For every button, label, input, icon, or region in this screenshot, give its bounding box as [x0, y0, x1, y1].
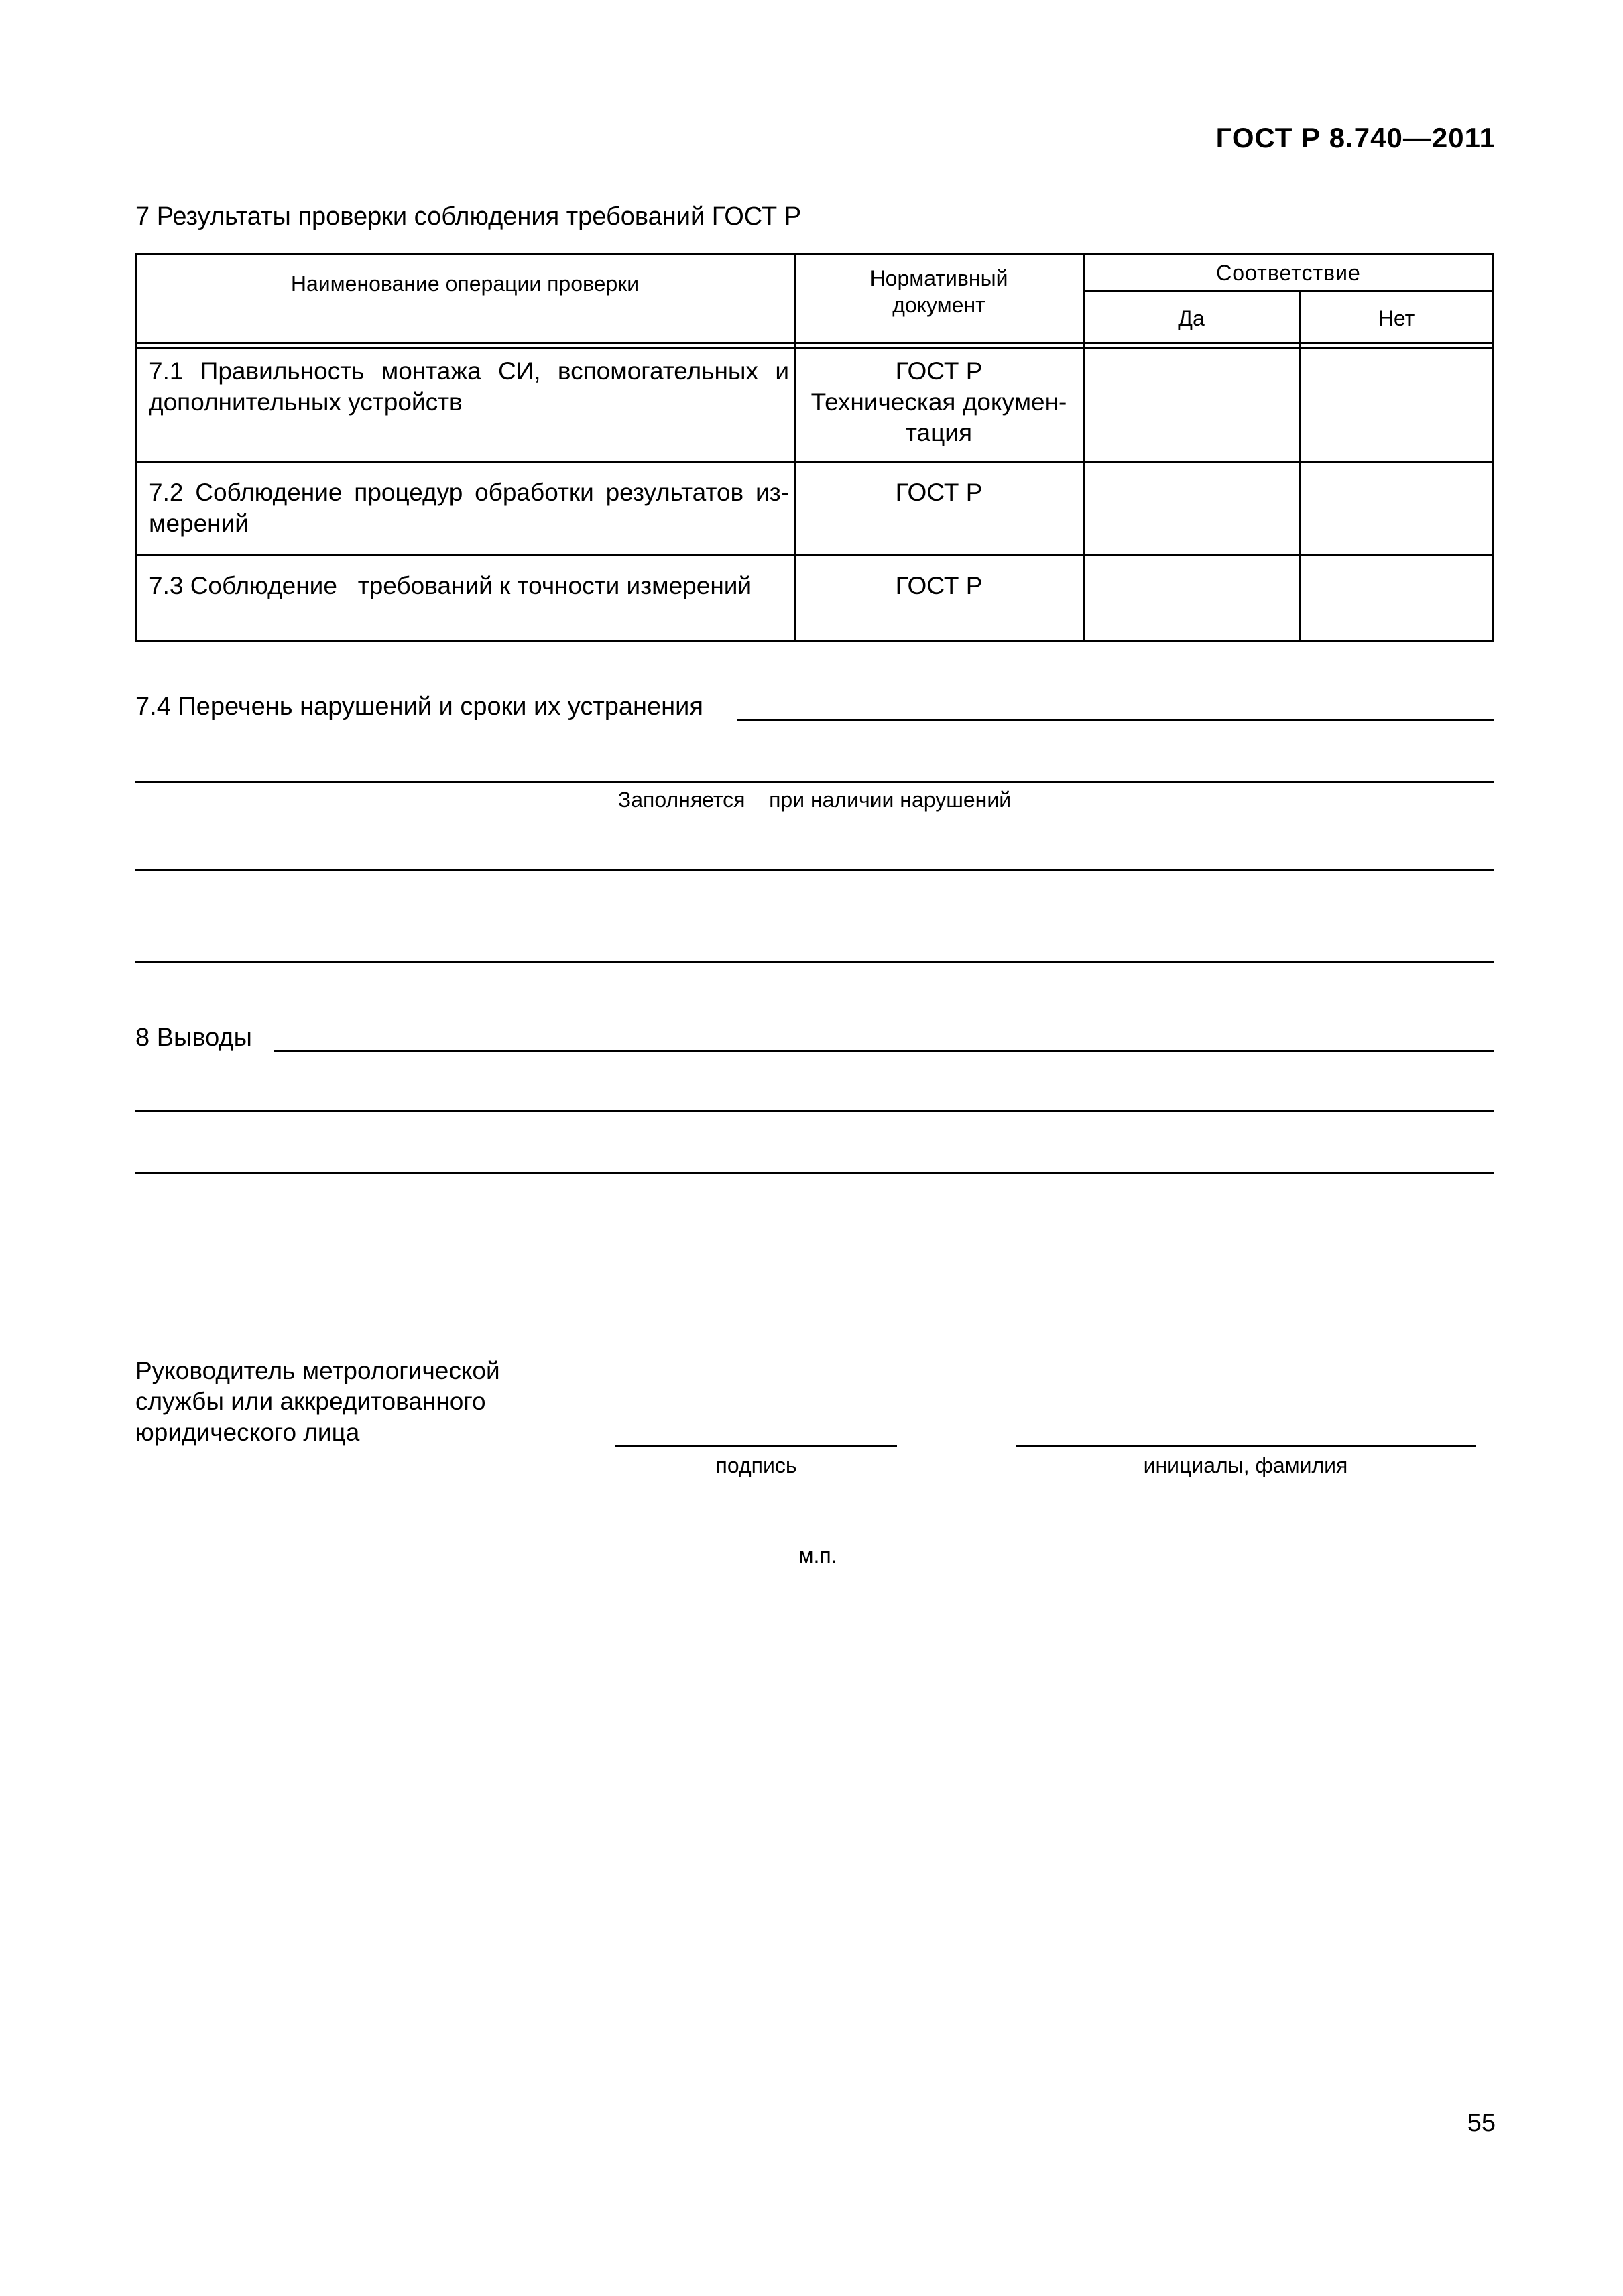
header-yes: Да: [1178, 306, 1205, 330]
conclusions-fill-line-1[interactable]: [274, 1050, 1494, 1052]
section-7-title: 7 Результаты проверки соблюдения требований ГОСТ Р: [135, 202, 802, 231]
row-1-document-line3: тация: [905, 419, 972, 446]
signatory-position: [135, 1355, 500, 1448]
row-1-operation-line1: 7.1 Правильность монтажа СИ, вспомогательных и: [149, 357, 789, 385]
violations-fill-line-4[interactable]: [135, 961, 1494, 963]
header-compliance: Соответствие: [1216, 261, 1361, 285]
signatory-position-line3: юридического лица: [135, 1418, 360, 1446]
name-caption: инициалы, фамилия: [1143, 1453, 1348, 1477]
violations-fill-line-2[interactable]: [135, 781, 1494, 783]
header-document-line1: Нормативный: [869, 266, 1008, 290]
conclusions-fill-line-3[interactable]: [135, 1172, 1494, 1174]
conclusions-label: 8 Выводы: [135, 1024, 252, 1052]
header-no: Нет: [1378, 306, 1415, 330]
row-1-document-line1: ГОСТ Р: [895, 357, 983, 385]
header-document-line2: документ: [892, 293, 985, 317]
violations-fill-line-3[interactable]: [135, 869, 1494, 871]
signature-caption: подпись: [715, 1453, 797, 1477]
document-code: ГОСТ Р 8.740—2011: [1215, 122, 1496, 154]
violations-fill-line-1[interactable]: [737, 719, 1494, 721]
row-1-document-line2: Техническая докумен-: [810, 388, 1067, 416]
row-3-operation-line1: 7.3 Соблюдение требований к точности измерений: [149, 572, 752, 599]
row-2-operation-line2: мерений: [149, 509, 249, 537]
row-1-operation-line2: дополнительных устройств: [149, 388, 463, 416]
page-number: 55: [1467, 2109, 1496, 2137]
row-3-document-line1: ГОСТ Р: [895, 572, 983, 599]
signatory-position-line2: службы или аккредитованного: [135, 1388, 486, 1415]
violations-caption: Заполняется при наличии нарушений: [617, 788, 1012, 812]
results-table: [135, 253, 1494, 642]
signature-line[interactable]: [615, 1445, 897, 1447]
row-2-operation-line1: 7.2 Соблюдение процедур обработки результатов из-: [149, 479, 789, 506]
row-2-document-line1: ГОСТ Р: [895, 479, 983, 506]
conclusions-fill-line-2[interactable]: [135, 1110, 1494, 1112]
name-line[interactable]: [1016, 1445, 1476, 1447]
signatory-position-line1: Руководитель метрологической: [135, 1357, 500, 1384]
stamp-place: м.п.: [798, 1543, 837, 1567]
violations-label: 7.4 Перечень нарушений и сроки их устранения: [135, 692, 703, 721]
header-operation: Наименование операции проверки: [290, 271, 640, 296]
